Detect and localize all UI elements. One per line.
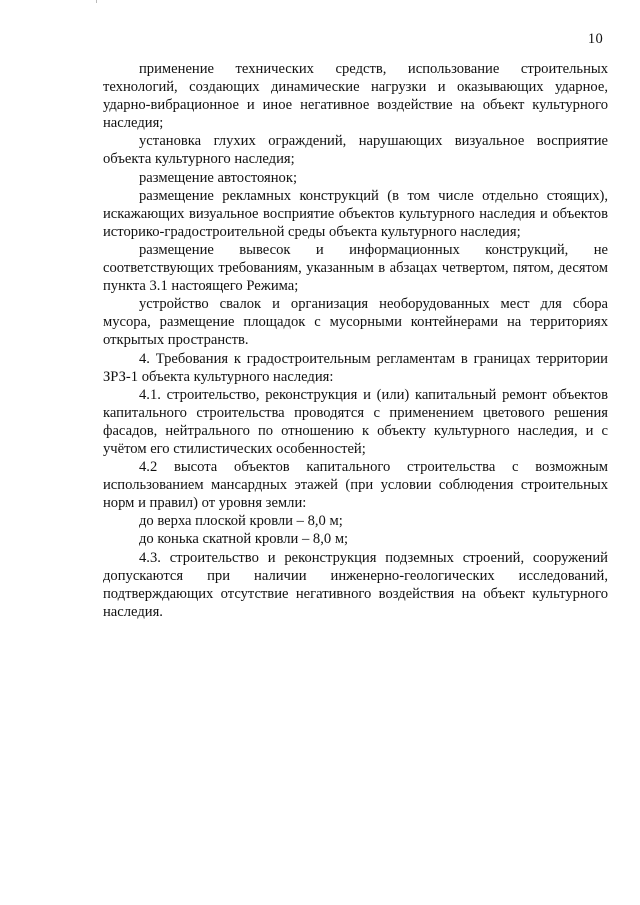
scan-mark (96, 0, 97, 3)
paragraph-parking: размещение автостоянок; (139, 169, 298, 186)
paragraph-signboards: размещение вывесок и информационных конструкций, не соответствующих требованиям, указанным в абзацах четвертом, пятом, десятом пункта 3.1 настоящего Режима; (103, 241, 608, 295)
paragraph-blind-fences: установка глухих ограждений, нарушающих визуальное восприятие объекта культурного наследия; (103, 133, 608, 168)
paragraph-4-3: 4.3. строительство и реконструкция подземных строений, сооружений допускаются при наличии инженерно-геологических исследований, подтверждающих отсутствие негативного воздействия на объект культурного наследия. (103, 549, 608, 620)
paragraph-4-1: 4.1. строительство, реконструкция и (или) капитальный ремонт объектов капитального строительства проводятся с применением цветового решения фасадов, нейтрального по отношению к объекту культурного наследия, и с учётом его стилистических особенностей; (103, 386, 608, 457)
paragraph-flat-roof: до верха плоской кровли – 8,0 м; (139, 513, 343, 530)
document-body (103, 60, 608, 621)
paragraph-pitched-roof: до конька скатной кровли – 8,0 м; (139, 531, 349, 548)
paragraph-dumps: устройство свалок и организация необорудованных мест для сбора мусора, размещение площадок с мусорными контейнерами на территориях открытых пространств. (103, 296, 608, 349)
paragraph-technical-means: применение технических средств, использование строительных технологий, создающих динамические нагрузки и оказывающих ударное, ударно-вибрационное и иное негативное воздействие на объект культурного наследия; (103, 61, 608, 132)
paragraph-4-2: 4.2 высота объектов капитального строительства с возможным использованием мансардных этажей (при условии соблюдения строительных норм и правил) от уровня земли: (103, 459, 608, 512)
paragraph-advertising: размещение рекламных конструкций (в том числе отдельно стоящих), искажающих визуальное восприятие объектов культурного наследия и объектов историко-градостроительной среды объекта культурного наследия; (103, 187, 608, 240)
paragraph-section-4-heading: 4. Требования к градостроительным регламентам в границах территории ЗРЗ-1 объекта культурного наследия: (103, 350, 608, 385)
page-number: 10 (587, 31, 603, 47)
